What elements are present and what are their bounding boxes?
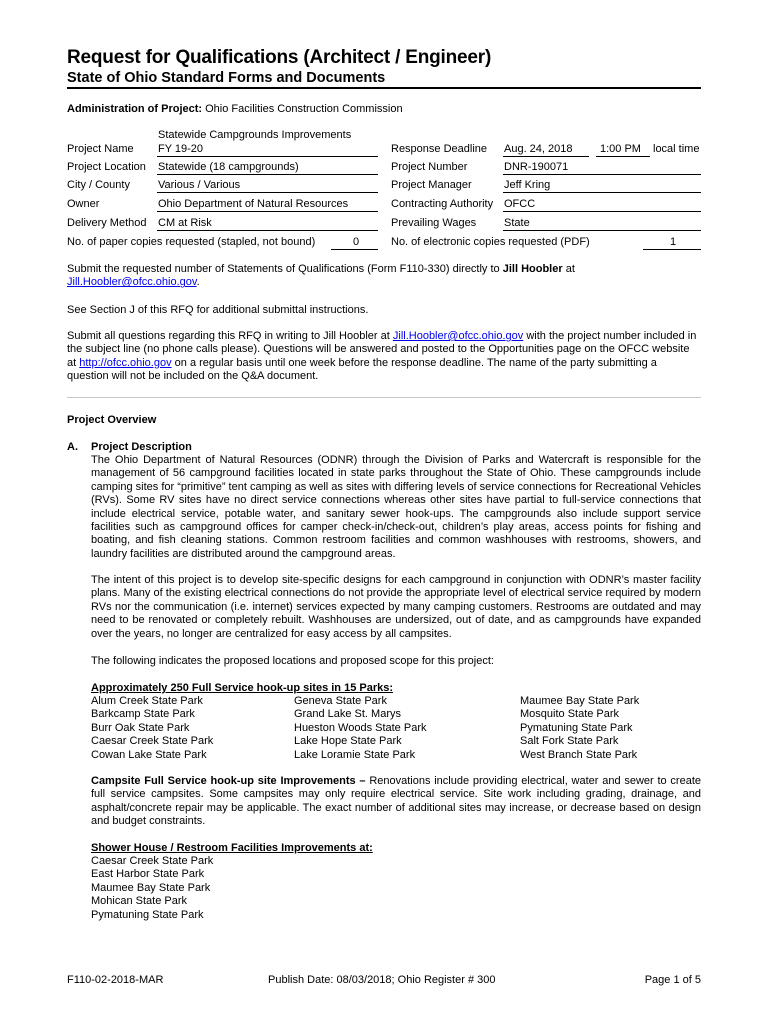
owner-value: Ohio Department of Natural Resources — [158, 198, 349, 210]
project-manager-label: Project Manager — [391, 179, 472, 191]
submit-text: Submit the requested number of Statements of Qualifications (Form F110-330) directly to — [67, 263, 500, 275]
contracting-authority-value: OFCC — [504, 198, 536, 210]
list-item: Salt Fork State Park — [520, 735, 619, 748]
city-county-label: City / County — [67, 179, 130, 191]
parks-column-1 — [91, 695, 213, 762]
questions-email-link[interactable]: Jill.Hoobler@ofcc.ohio.gov — [392, 330, 524, 342]
response-deadline-time: 1:00 PM — [600, 143, 641, 155]
project-name-label: Project Name — [67, 143, 134, 155]
list-item: Mosquito State Park — [520, 708, 620, 721]
prevailing-wages-underline — [503, 230, 701, 231]
list-item: Lake Loramie State Park — [294, 748, 416, 761]
administration-row — [67, 103, 403, 115]
parks-column-2 — [294, 695, 426, 762]
list-item: Caesar Creek State Park — [91, 735, 214, 748]
list-item: Lake Hope State Park — [294, 735, 402, 748]
administration-label: Administration of Project: — [67, 103, 203, 115]
prevailing-wages-value: State — [504, 217, 530, 229]
paper-copies-label: No. of paper copies requested (stapled, not bound) — [67, 236, 316, 248]
response-deadline-label: Response Deadline — [391, 143, 488, 155]
list-item: Geneva State Park — [294, 695, 387, 707]
shower-house-heading: Shower House / Restroom Facilities Improvements at: — [91, 842, 373, 854]
prevailing-wages-label: Prevailing Wages — [391, 217, 477, 229]
contact-email-link[interactable]: Jill.Hoobler@ofcc.ohio.gov — [67, 276, 197, 289]
delivery-method-value: CM at Risk — [158, 217, 212, 229]
city-county-underline — [157, 192, 378, 193]
list-item: Hueston Woods State Park — [294, 721, 427, 734]
project-number-value: DNR-190071 — [504, 161, 569, 173]
list-item: West Branch State Park — [520, 748, 638, 761]
project-number-underline — [503, 174, 701, 175]
project-location-value: Statewide (18 campgrounds) — [158, 161, 299, 173]
submit-period: . — [196, 276, 200, 289]
response-deadline-date-underline — [503, 156, 589, 157]
list-item: Pymatuning State Park — [91, 908, 204, 921]
parks-column-3 — [520, 695, 639, 762]
questions-text-1: Submit all questions regarding this RFQ in writing to Jill Hoobler at — [67, 330, 390, 342]
response-deadline-date: Aug. 24, 2018 — [504, 143, 573, 155]
footer-publish-date: Publish Date: 08/03/2018; Ohio Register # 300 — [268, 974, 496, 986]
list-item: Maumee Bay State Park — [91, 881, 211, 894]
electronic-copies-label: No. of electronic copies requested (PDF) — [391, 236, 590, 248]
contracting-authority-underline — [503, 211, 701, 212]
list-item: Grand Lake St. Marys — [294, 708, 401, 721]
list-item: Maumee Bay State Park — [520, 695, 640, 707]
project-overview-heading: Project Overview — [67, 414, 157, 426]
response-deadline-time-underline — [596, 156, 650, 157]
description-paragraph-1: The Ohio Department of Natural Resources (ODNR) through the Division of Parks and Watercraft is responsible for the management of 56 campground facilities located in state parks throughout the State of Ohio. These campgrounds include camping sites for “primitive” tent camping as well as sites with differing levels of service connections for Recreational Vehicles (RVs). Some RV sites have no direct service connections whereas other sites have partial to full-service connections that include electrical service, potable water, and sanitary sewer hook-ups. The campgrounds also include support service facilities such as campground offices for camper check-in/check-out, children’s play areas, access points for fishing and boating, and fish cleaning stations. Common restroom facilities and common washhouses with restrooms, showers, and laundry facilities are distributed around the campground areas. — [91, 454, 701, 560]
campsite-improvements-heading: Campsite Full Service hook-up site Improvements – — [91, 775, 366, 787]
delivery-method-label: Delivery Method — [67, 217, 147, 229]
electronic-copies-value: 1 — [670, 236, 677, 248]
city-county-value: Various / Various — [158, 179, 241, 191]
administration-value: Ohio Facilities Construction Commission — [205, 103, 403, 115]
section-j-note: See Section J of this RFQ for additional submittal instructions. — [67, 304, 369, 316]
page-subtitle: State of Ohio Standard Forms and Documents — [67, 70, 386, 86]
submit-instructions — [67, 263, 701, 290]
list-item: Pymatuning State Park — [520, 721, 633, 734]
footer-page-number: Page 1 of 5 — [644, 974, 701, 986]
project-manager-value: Jeff Kring — [504, 179, 551, 191]
project-location-label: Project Location — [67, 161, 146, 173]
questions-text-2: with the project number included in the subject line (no phone calls please). Questions will be answered and posted to the Opportunities page on the OFCC website at — [67, 330, 697, 369]
project-name-line2: FY 19-20 — [158, 143, 204, 155]
list-item: Mohican State Park — [91, 895, 187, 908]
page-title: Request for Qualifications (Architect / Engineer) — [67, 47, 492, 68]
description-paragraph-3: The following indicates the proposed locations and proposed scope for this project: — [91, 655, 494, 667]
shower-house-list — [91, 855, 213, 922]
section-divider — [67, 397, 701, 398]
section-a-title: Project Description — [91, 441, 192, 453]
delivery-method-underline — [157, 230, 378, 231]
owner-underline — [157, 211, 378, 212]
list-item: Burr Oak State Park — [91, 721, 190, 734]
full-service-heading: Approximately 250 Full Service hook-up sites in 15 Parks: — [91, 682, 394, 694]
paper-copies-value: 0 — [353, 236, 360, 248]
header-divider — [67, 87, 701, 89]
electronic-copies-underline — [643, 249, 701, 250]
section-a-letter: A. — [67, 441, 78, 453]
description-paragraph-2: The intent of this project is to develop site-specific designs for each campground in conjunction with ODNR’s master facility plans. Many of the existing electrical connections do not provide the appropriate level of electrical service required by modern RVs nor the communication (i.e. internet) services expected by many camping customers. Restrooms are outdated and may need to be renovated or completely rebuilt. Washhouses are undersized, out of date, and as campgrounds have expanded over the years, no longer are centralized for easy access by all campsites. — [91, 574, 701, 640]
footer-form-id: F110-02-2018-MAR — [67, 974, 164, 986]
contracting-authority-label: Contracting Authority — [391, 198, 494, 210]
project-name-underline — [157, 156, 378, 157]
contact-name: Jill Hoobler — [502, 263, 563, 275]
owner-label: Owner — [67, 198, 100, 210]
project-number-label: Project Number — [391, 161, 468, 173]
list-item: Cowan Lake State Park — [91, 748, 207, 761]
list-item: Barkcamp State Park — [91, 708, 195, 721]
list-item: Alum Creek State Park — [91, 695, 203, 707]
list-item: East Harbor State Park — [91, 868, 205, 881]
project-name-line1: Statewide Campgrounds Improvements — [158, 129, 352, 141]
paper-copies-underline — [331, 249, 378, 250]
questions-instructions — [67, 330, 701, 384]
ofcc-website-link[interactable]: http://ofcc.ohio.gov — [79, 356, 172, 369]
questions-text-3: on a regular basis until one week before the response deadline. The name of the party submitting a question will not be included on the Q&A document. — [67, 356, 657, 383]
project-location-underline — [157, 174, 378, 175]
campsite-improvements-paragraph — [91, 775, 701, 829]
submit-at: at — [565, 263, 575, 275]
response-deadline-suffix: local time — [653, 143, 700, 155]
campsite-improvements-text: Renovations include providing electrical, water and sewer to create full service campsites. Some campsites may only require electrical service. Site work including grading, drainage, and asphalt/concrete repair may be applicable. The exact number of additional sites may increase, or decrease based on design and budget constraints. — [91, 775, 701, 828]
list-item: Caesar Creek State Park — [91, 855, 214, 867]
project-manager-underline — [503, 192, 701, 193]
